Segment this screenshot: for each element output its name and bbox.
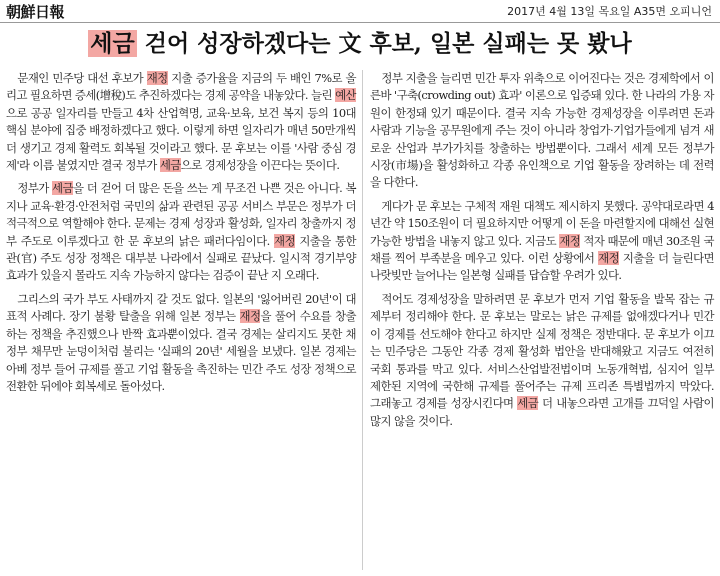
highlighted-keyword: 예산 [335,88,356,103]
highlighted-keyword: 재정 [559,233,581,248]
top-rule [0,22,720,23]
highlighted-keyword: 세금 [52,181,73,196]
highlighted-keyword: 재정 [274,233,295,248]
right-paragraph-2: 게다가 문 후보는 구체적 재원 대책도 제시하지 못했다. 공약대로라면 4년간 약 150조원이 더 필요하지만 어떻게 이 돈을 마련할지에 대해선 실현 가능한 방법을 내놓지 않고 있다. 지금도 재정 적자 때문에 매년 30조원 국채를 찍어 부족분을 메우고 있다. 이런 상황에서 재정 지출을 더 늘린다면 나랏빚만 늘어나는 일본형 실패를 답습할 우려가 있다. [370,198,715,283]
right-column [370,70,714,430]
highlighted-keyword: 재정 [239,309,261,324]
highlighted-keyword: 세금 [517,396,539,411]
left-paragraph-1: 문재인 민주당 대선 후보가 재정 지출 증가율을 지금의 두 배인 7%로 올리고 필요하면 증세(增稅)도 추진하겠다는 경제 공약을 내놓았다. 늘린 예산으로 공공 일자리를 만들고 4차 산업혁명, 교육·보육, 보건 복지 등의 10대 핵심 분야에 집중 배정하겠다고 했다. 이렇게 하면 일자리가 매년 50만개씩 더 생기고 경제 활력도 회복될 것이라고 했다. 문 후보는 이를 '사람 중심 경제'라 이름 붙였지만 결국 정부가 세금으로 경제성장을 이끈다는 뜻이다. [6,71,356,173]
editorial-headline [0,27,720,61]
left-paragraph-3: 그리스의 국가 부도 사태까지 갈 것도 없다. 일본의 '잃어버린 20년'이 대표적 사례다. 장기 불황 탈출을 위해 일본 정부는 재정을 풀어 수요를 창출하는 정책을 추진했으나 반짝 효과뿐이었다. 결국 경제는 살리지도 못한 채 정부 채무만 눈덩이처럼 불리는 '실패의 20년' 세월을 보냈다. 일본 경제는 아베 정부 들어 규제를 풀고 기업 활동을 촉진하는 민간 주도 성장 정책으로 전환한 뒤에야 회복세로 돌아섰다. [6,291,356,393]
highlighted-keyword: 재정 [598,251,620,266]
headline-rest: 걷어 성장하겠다는 文 후보, 일본 실패는 못 봤나 [136,30,632,57]
column-divider [362,70,363,570]
highlighted-keyword: 재정 [146,71,168,85]
right-paragraph-3: 적어도 경제성장을 말하려면 문 후보가 먼저 기업 활동을 발목 잡는 규제부터 정리해야 한다. 문 후보는 말로는 낡은 규제를 없애겠다거나 민간이 경제를 선도해야 한다고 하지만 실제 정책은 정반대다. 문 후보가 이끄는 민주당은 그동안 각종 경제 활성화 법안을 반대해왔고 지금도 여전히 국회 통과를 막고 있다. 서비스산업발전법이며 노동개혁법, 심지어 일부 제한된 지역에 국한해 규제를 풀어주는 규제 프리존 특별법까지 막았다. 그래놓고 경제를 성장시킨다며 세금 더 내놓으라면 고개를 끄덕일 사람이 많지 않을 것이다. [370,291,715,428]
right-paragraph-1: 정부 지출을 늘리면 민간 투자 위축으로 이어진다는 것은 경제학에서 이른바 '구축(crowding out) 효과' 이론으로 입증돼 있다. 한 나라의 가용 자원이 한정돼 있기 때문이다. 결국 지속 가능한 경제성장을 이루려면 돈과 사람과 기능을 공무원에게 주는 것이 아니라 창업가·기업가들에게 넘겨 새로운 산업과 부가가치를 창출하는 방법뿐이다. 그래서 세계 모든 정부가 시장(市場)을 활성화하고 각종 유인책으로 기업 활동을 장려하는 데 전력을 다한다. [370,71,714,190]
left-paragraph-2: 정부가 세금을 더 걷어 더 많은 돈을 쓰는 게 무조건 나쁜 것은 아니다. 복지나 교육·환경·안전처럼 국민의 삶과 관련된 공공 서비스 부문은 정부가 더 적극적으로 역할해야 한다. 문제는 경제 성장과 활성화, 일자리 창출까지 정부 주도로 이루겠다고 한 문 후보의 낡은 패러다임이다. 재정 지출을 통한 관(官) 주도 성장 정책은 대부분 나라에서 실패로 끝났다. 일시적 경기부양 효과가 있을지 몰라도 지속 가능하지 않다는 검증이 끝난 지 오래다. [6,181,356,283]
headline-highlight: 세금 [90,30,135,57]
masthead [0,0,720,20]
dateline: 2017년 4월 13일 목요일 A35면 오피니언 [507,5,712,18]
newspaper-logo: 朝鮮日報 [6,3,65,21]
left-column [6,70,356,395]
highlighted-keyword: 세금 [159,158,181,173]
